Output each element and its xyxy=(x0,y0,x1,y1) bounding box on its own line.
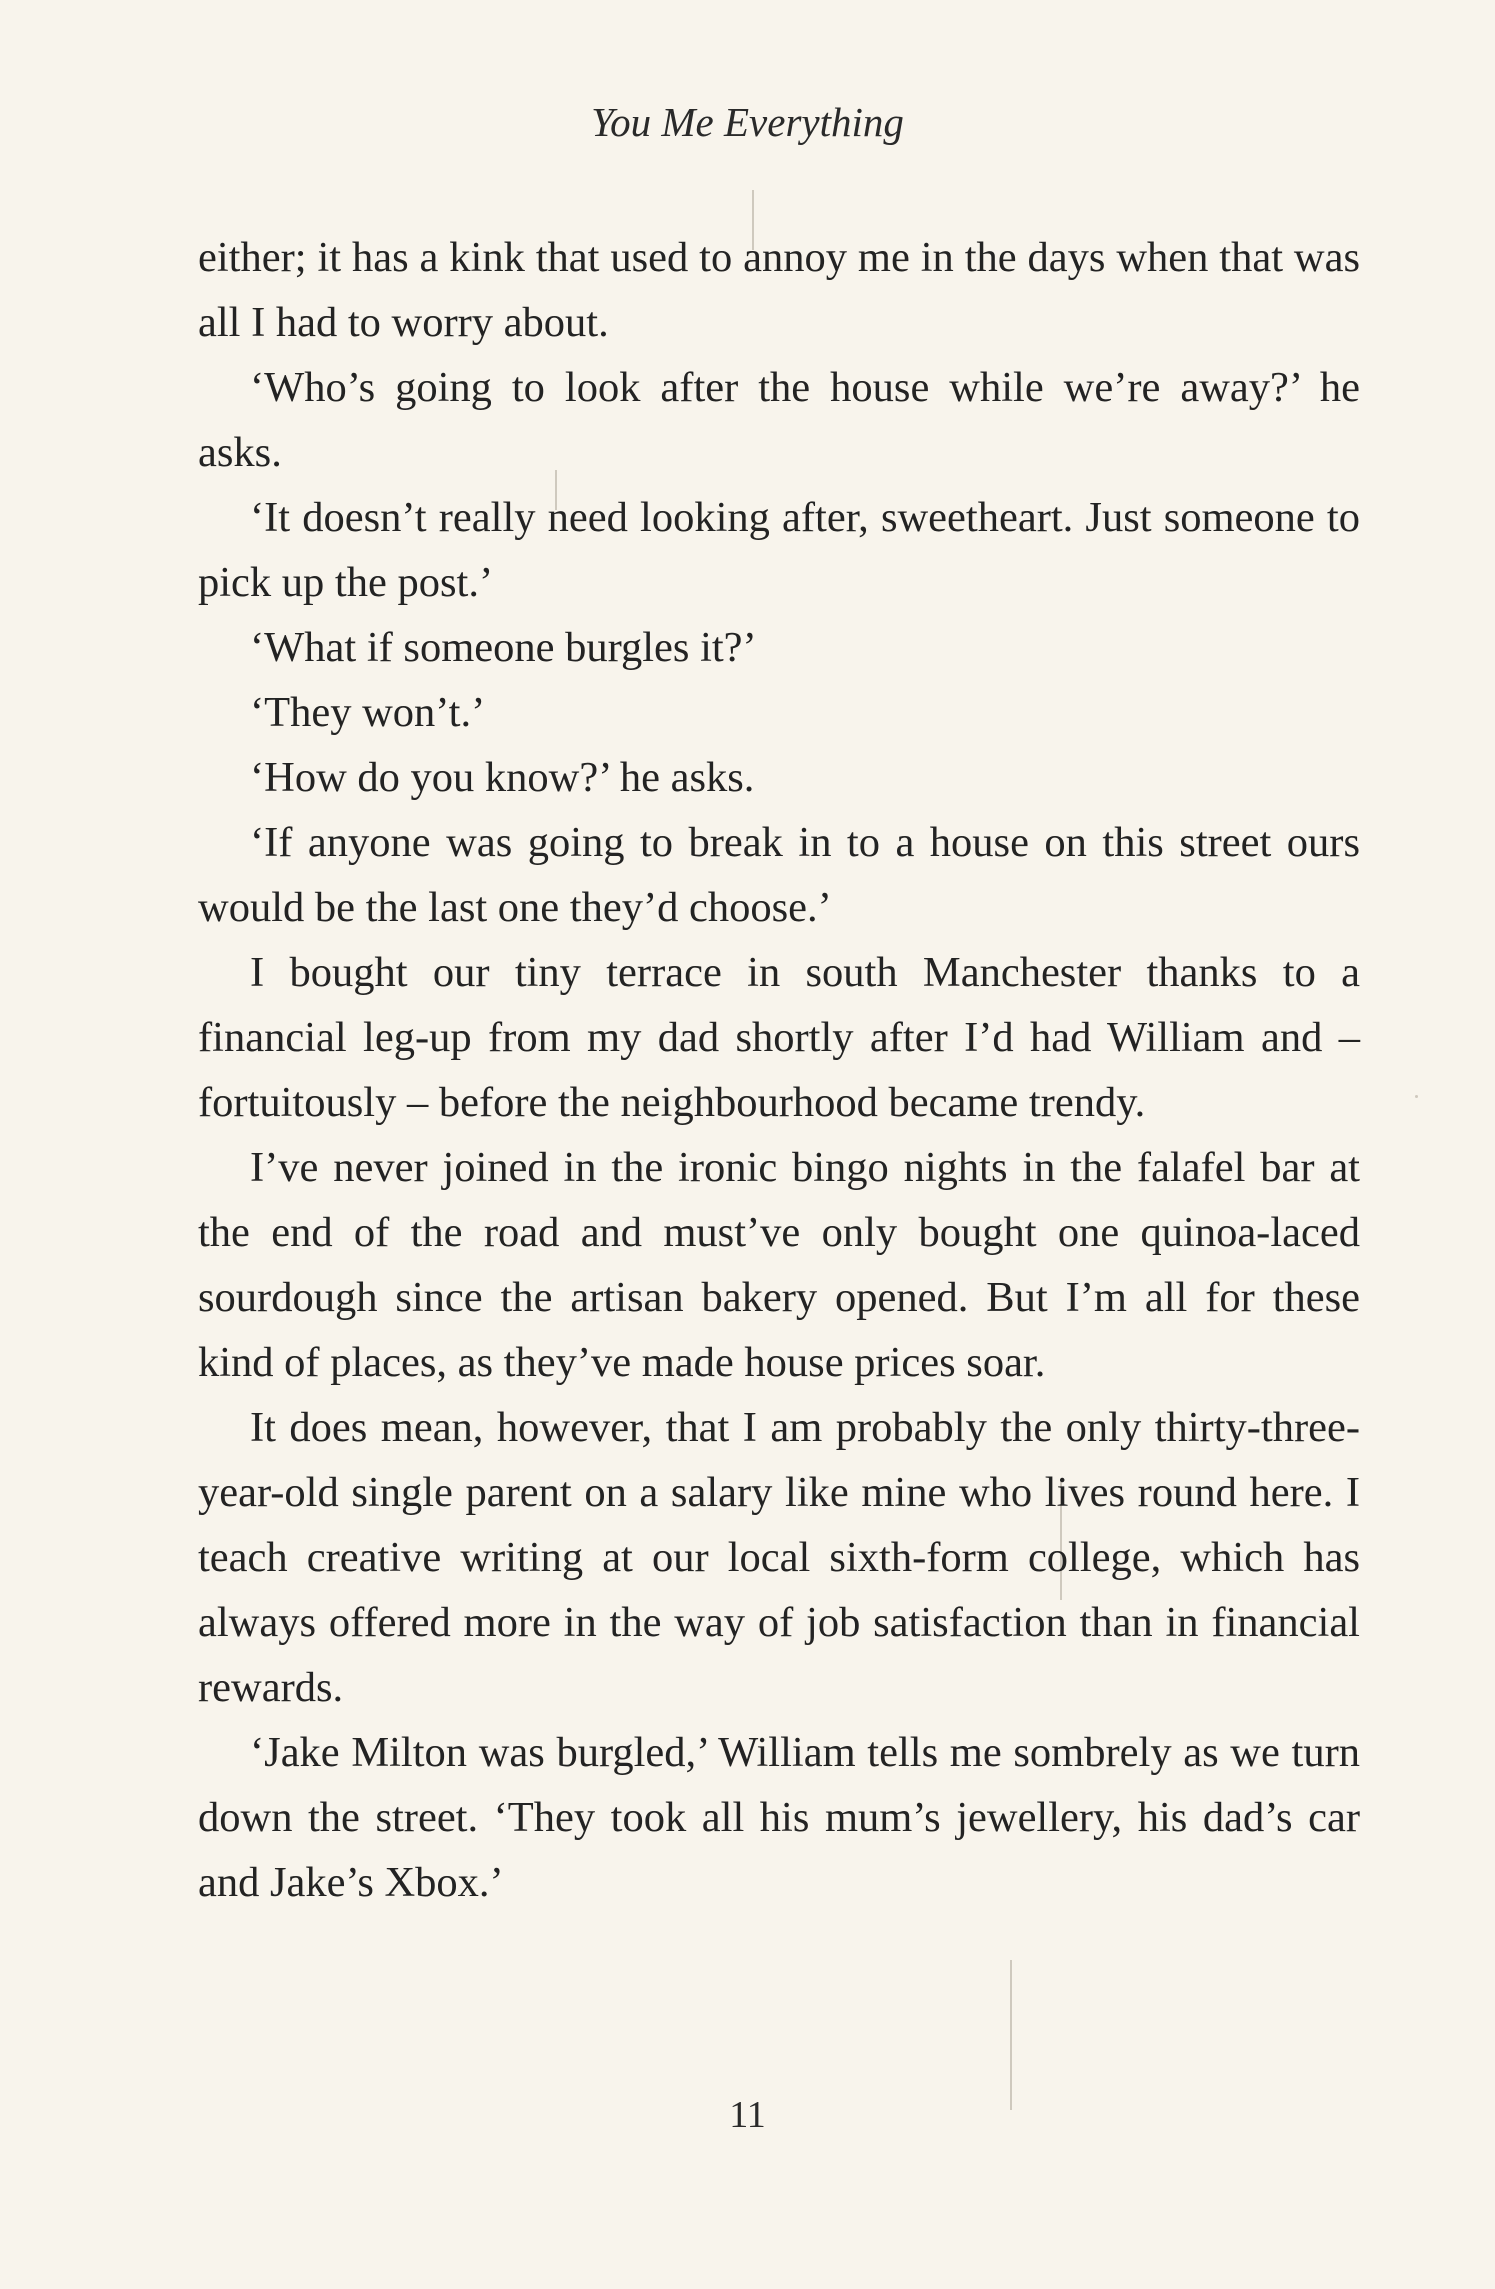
paragraph: I bought our tiny terrace in south Manchester thanks to a financial leg-up from my dad shortly after I’d had William and – fortuitously – before the neighbourhood became trendy. xyxy=(198,949,1360,1126)
paragraph: ‘They won’t.’ xyxy=(250,689,486,736)
page-number: 11 xyxy=(729,2094,766,2136)
paragraph: ‘It doesn’t really need looking after, sweetheart. Just someone to pick up the post.’ xyxy=(198,494,1360,606)
paragraph: ‘Who’s going to look after the house while we’re away?’ he asks. xyxy=(198,364,1360,476)
paragraph: ‘What if someone burgles it?’ xyxy=(250,624,757,671)
scan-speck xyxy=(1415,1095,1418,1098)
paragraph: I’ve never joined in the ironic bingo nights in the falafel bar at the end of the road and must’ve only bought one quinoa-laced sourdough since the artisan bakery opened. But I’m all for these kind of places, as they’ve made house prices soar. xyxy=(198,1144,1360,1386)
paragraph: either; it has a kink that used to annoy me in the days when that was all I had to worry about. xyxy=(198,234,1360,346)
running-title: You Me Everything xyxy=(591,99,904,145)
paragraph: ‘If anyone was going to break in to a house on this street ours would be the last one they’d choose.’ xyxy=(198,819,1360,931)
paragraph: ‘How do you know?’ he asks. xyxy=(250,754,755,801)
paragraph: It does mean, however, that I am probably the only thirty-three-year-old single parent on a salary like mine who lives round here. I teach creative writing at our local sixth-form college, which has always offered more in the way of job satisfaction than in financial rewards. xyxy=(198,1404,1360,1711)
body-text xyxy=(198,225,1360,1915)
paragraph: ‘Jake Milton was burgled,’ William tells me sombrely as we turn down the street. ‘They took all his mum’s jewellery, his dad’s car and Jake’s Xbox.’ xyxy=(198,1729,1360,1906)
